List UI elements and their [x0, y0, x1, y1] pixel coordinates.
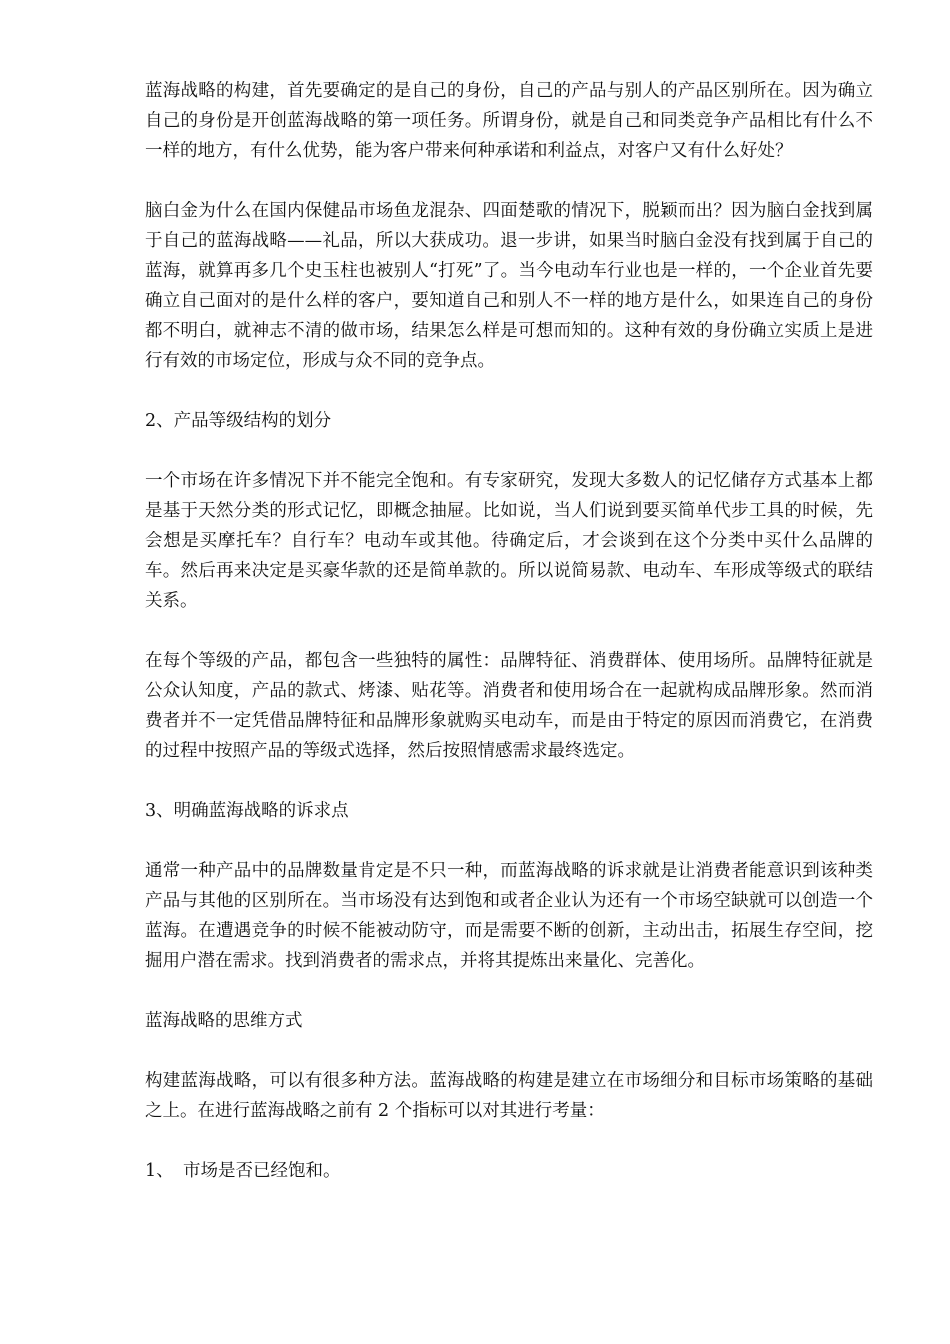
paragraph-brand-appeal: 通常一种产品中的品牌数量肯定是不只一种，而蓝海战略的诉求就是让消费者能意识到该种类产品与其他的区别所在。当市场没有达到饱和或者企业认为还有一个市场空缺就可以创造一个蓝海。在遭遇竞争的时候不能被动防守，而是需要不断的创新，主动出击，拓展生存空间，挖掘用户潜在需求。找到消费者的需求点，并将其提炼出来量化、完善化。: [145, 861, 873, 971]
list-item-number: 1、: [145, 1161, 174, 1181]
list-item: [145, 1156, 873, 1186]
heading-thinking-mode: 蓝海战略的思维方式: [145, 1011, 303, 1031]
list-item-text: 市场是否已经饱和。: [183, 1161, 341, 1181]
paragraph-methods: 构建蓝海战略，可以有很多种方法。蓝海战略的构建是建立在市场细分和目标市场策略的基础之上。在进行蓝海战略之前有 2 个指标可以对其进行考量：: [145, 1071, 873, 1121]
paragraph-market-saturation: 一个市场在许多情况下并不能完全饱和。有专家研究，发现大多数人的记忆储存方式基本上都是基于天然分类的形式记忆，即概念抽屉。比如说，当人们说到要买简单代步工具的时候，先会想是买摩托车？自行车？电动车或其他。待确定后，才会谈到在这个分类中买什么品牌的车。然后再来决定是买豪华款的还是简单款的。所以说简易款、电动车、车形成等级式的联结关系。: [145, 471, 873, 611]
paragraph-attributes: 在每个等级的产品，都包含一些独特的属性：品牌特征、消费群体、使用场所。品牌特征就是公众认知度，产品的款式、烤漆、贴花等。消费者和使用场合在一起就构成品牌形象。然而消费者并不一定凭借品牌特征和品牌形象就购买电动车，而是由于特定的原因而消费它，在消费的过程中按照产品的等级式选择，然后按照情感需求最终选定。: [145, 651, 873, 761]
heading-product-levels: 2、产品等级结构的划分: [145, 411, 332, 431]
heading-appeal-points: 3、明确蓝海战略的诉求点: [145, 801, 349, 821]
paragraph-identity: 蓝海战略的构建，首先要确定的是自己的身份，自己的产品与别人的产品区别所在。因为确立自己的身份是开创蓝海战略的第一项任务。所谓身份，就是自己和同类竞争产品相比有什么不一样的地方，有什么优势，能为客户带来何种承诺和利益点，对客户又有什么好处？: [145, 81, 873, 161]
document-body: [145, 76, 873, 1216]
paragraph-naobaijin: 脑白金为什么在国内保健品市场鱼龙混杂、四面楚歌的情况下，脱颖而出？因为脑白金找到属于自己的蓝海战略——礼品，所以大获成功。退一步讲，如果当时脑白金没有找到属于自己的蓝海，就算再多几个史玉柱也被别人“打死”了。当今电动车行业也是一样的，一个企业首先要确立自己面对的是什么样的客户，要知道自己和别人不一样的地方是什么，如果连自己的身份都不明白，就神志不清的做市场，结果怎么样是可想而知的。这种有效的身份确立实质上是进行有效的市场定位，形成与众不同的竞争点。: [145, 201, 873, 371]
